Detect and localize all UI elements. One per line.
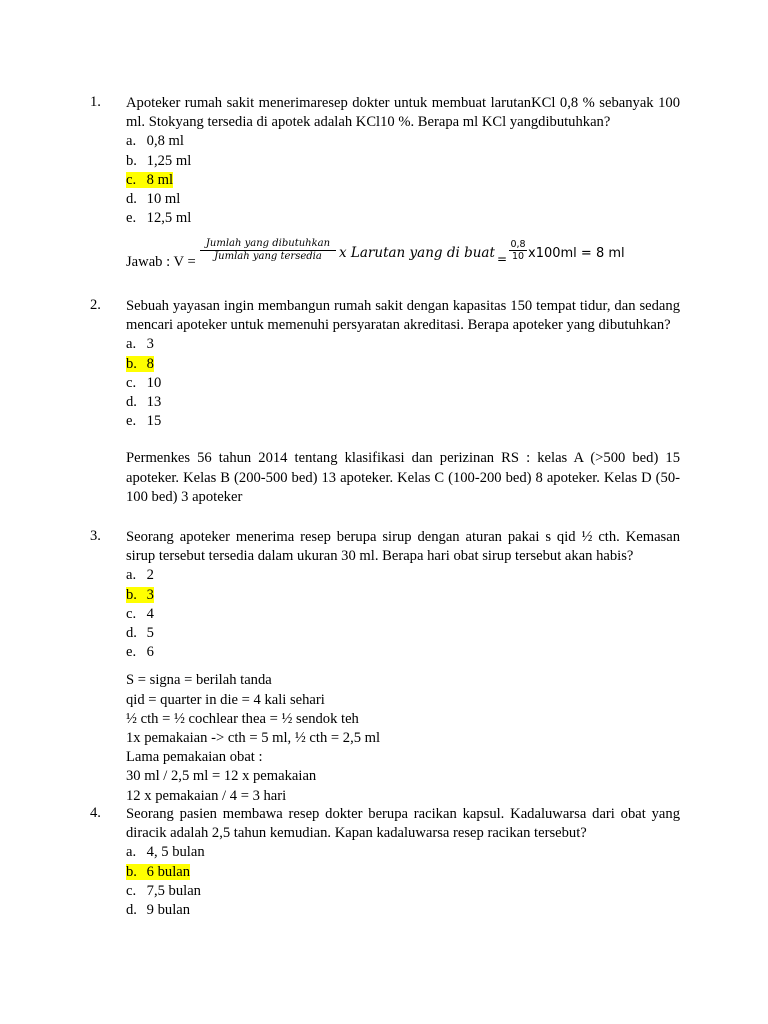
question-number: 2.: [90, 297, 101, 313]
options-list: [126, 843, 680, 920]
option-e: e. 15: [126, 413, 162, 430]
question-text: Seorang pasien membawa resep dokter berupa racikan kapsul. Kadaluwarsa dari obat yang diracik adalah 2,5 tahun kemudian. Kapan kadaluwarsa resep racikan tersebut?: [126, 806, 680, 842]
question-number: 1.: [90, 94, 101, 110]
question-1: [90, 94, 680, 228]
explanation-line: 1x pemakaian -> cth = 5 ml, ½ cth = 2,5 ml: [126, 729, 381, 746]
option-a: a. 0,8 ml: [126, 133, 184, 150]
option-c: c. 10: [126, 374, 162, 391]
explanation-line: Lama pemakaian obat :: [126, 749, 263, 766]
option-b-answer: b. 3: [126, 586, 154, 603]
explanation-line: S = signa = berilah tanda: [126, 672, 272, 689]
formula-prefix: Jawab : V =: [126, 254, 196, 270]
option-a: a. 4, 5 bulan: [126, 844, 205, 861]
explanation: [126, 671, 680, 805]
option-d: d. 5: [126, 624, 154, 641]
question-text: Apoteker rumah sakit menerimaresep dokter untuk membuat larutanKCl 0,8 % sebanyak 100 ml. Stokyang tersedia di apotek adalah KCl10 %. Berapa ml KCl yangdibutuhkan?: [126, 95, 680, 131]
question-number: 4.: [90, 805, 101, 821]
answer-formula: [126, 236, 686, 276]
explanation-line: ½ cth = ½ cochlear thea = ½ sendok teh: [126, 710, 359, 727]
question-3: [90, 528, 680, 806]
options-list: [126, 132, 680, 228]
option-a: a. 2: [126, 567, 154, 584]
question-4: [90, 805, 680, 920]
option-c-answer: c. 8 ml: [126, 171, 174, 188]
options-list: [126, 566, 680, 662]
explanation-line: qid = quarter in die = 4 kali sehari: [126, 691, 325, 708]
option-a: a. 3: [126, 336, 154, 353]
formula-middle: x Larutan yang di buat: [339, 245, 495, 261]
option-b-answer: b. 8: [126, 355, 154, 372]
option-e: e. 12,5 ml: [126, 210, 192, 227]
options-list: [126, 335, 680, 431]
question-text: Sebuah yayasan ingin membangun rumah sakit dengan kapasitas 150 tempat tidur, dan sedang mencari apoteker untuk memenuhi persyaratan akreditasi. Berapa apoteker yang dibutuhkan?: [126, 298, 680, 334]
fraction-denominator: Jumlah yang tersedia: [214, 251, 322, 262]
formula-fraction: [200, 238, 336, 263]
explanation-line: 12 x pemakaian / 4 = 3 hari: [126, 787, 287, 804]
formula-fraction-2: 0,8 10: [510, 239, 526, 262]
formula-result: x100ml = 8 ml: [528, 246, 625, 261]
question-number: 3.: [90, 528, 101, 544]
option-b-answer: b. 6 bulan: [126, 863, 191, 880]
question-2: [90, 297, 680, 507]
option-e: e. 6: [126, 644, 154, 661]
option-d: d. 13: [126, 393, 162, 410]
explanation-line: 30 ml / 2,5 ml = 12 x pemakaian: [126, 768, 317, 785]
option-d: d. 9 bulan: [126, 901, 191, 918]
question-text: Seorang apoteker menerima resep berupa sirup dengan aturan pakai s qid ½ cth. Kemasan sirup tersebut tersedia dalam ukuran 30 ml. Berapa hari obat sirup tersebut akan habis?: [126, 529, 680, 565]
formula-equals: =: [497, 252, 508, 266]
option-d: d. 10 ml: [126, 190, 181, 207]
option-b: b. 1,25 ml: [126, 152, 192, 169]
explanation: Permenkes 56 tahun 2014 tentang klasifikasi dan perizinan RS : kelas A (>500 bed) 15 apoteker. Kelas B (200-500 bed) 13 apoteker. Kelas C (100-200 bed) 8 apoteker. Kelas D (50-100 bed) 3 apoteker: [126, 450, 680, 505]
fraction-numerator: Jumlah yang dibutuhkan: [205, 238, 331, 249]
option-c: c. 4: [126, 605, 154, 622]
option-c: c. 7,5 bulan: [126, 882, 201, 899]
